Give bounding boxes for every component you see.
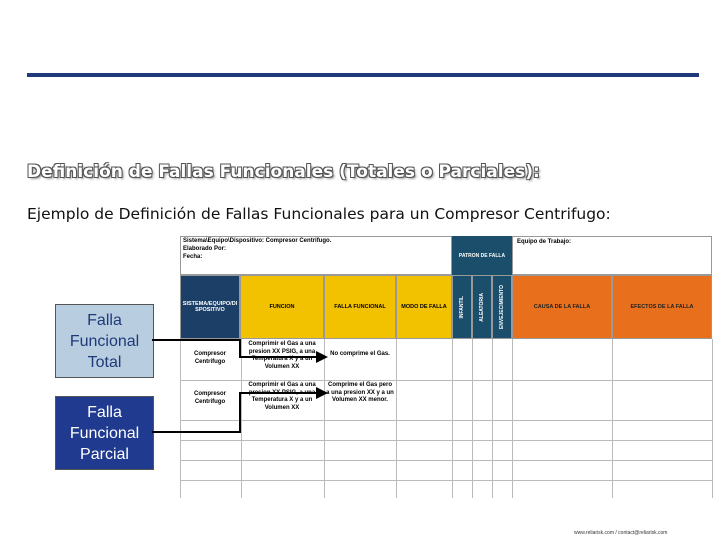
- col-header-failure: FALLA FUNCIONAL: [324, 275, 396, 339]
- col-header-system: SISTEMA/EQUIPO/DI SPOSITIVO: [180, 275, 240, 339]
- slide-title: Definición de Fallas Funcionales (Totales o Parciales):: [27, 162, 540, 182]
- footer-contact: www.reliarisk.com / contact@reliarisk.com: [574, 530, 668, 536]
- col-header-aging: ENVEJECIMIENTO: [492, 275, 512, 339]
- col-header-effects: EFECTOS DE LA FALLA: [612, 275, 712, 339]
- prepared-by-label: Elaborado Por:: [183, 246, 227, 252]
- col-header-random: ALEATORIA: [472, 275, 492, 339]
- col-header-infant: INFANTIL: [452, 275, 472, 339]
- row2-function: Comprimir el Gas a una presion XX PSIG, a una Temperatura X y a un Volumen XX: [248, 382, 316, 411]
- sheet-header-info: [180, 236, 452, 275]
- patron-header: PATRON DE FALLA: [452, 236, 512, 275]
- row2-system: Compresor Centrifugo: [193, 391, 226, 405]
- row1-system: Compresor Centrifugo: [193, 351, 226, 365]
- falla-parcial-label: Falla Funcional Parcial: [55, 396, 154, 470]
- row1-failure: No comprime el Gas.: [330, 351, 390, 357]
- fmea-sheet: [180, 236, 712, 498]
- team-header: Equipo de Trabajo:: [512, 236, 712, 275]
- date-label: Fecha:: [183, 254, 203, 260]
- header-rule: [27, 73, 699, 77]
- col-header-mode: MODO DE FALLA: [396, 275, 452, 339]
- col-header-function: FUNCION: [240, 275, 324, 339]
- system-label: Sistema\Equipo\Dispositivo: Compresor Centrifugo.: [183, 238, 332, 244]
- falla-total-label: Falla Funcional Total: [55, 304, 154, 378]
- row2-failure: Comprime el Gas pero a una presion XX y a un Volumen XX menor.: [326, 382, 394, 403]
- sheet-body: [180, 339, 712, 498]
- col-header-cause: CAUSA DE LA FALLA: [512, 275, 612, 339]
- slide-subtitle: Ejemplo de Definición de Fallas Funcionales para un Compresor Centrifugo:: [27, 205, 611, 223]
- row1-function: Comprimir el Gas a una presion XX PSIG, a una Temperatura X y a un Volumen XX: [248, 341, 316, 370]
